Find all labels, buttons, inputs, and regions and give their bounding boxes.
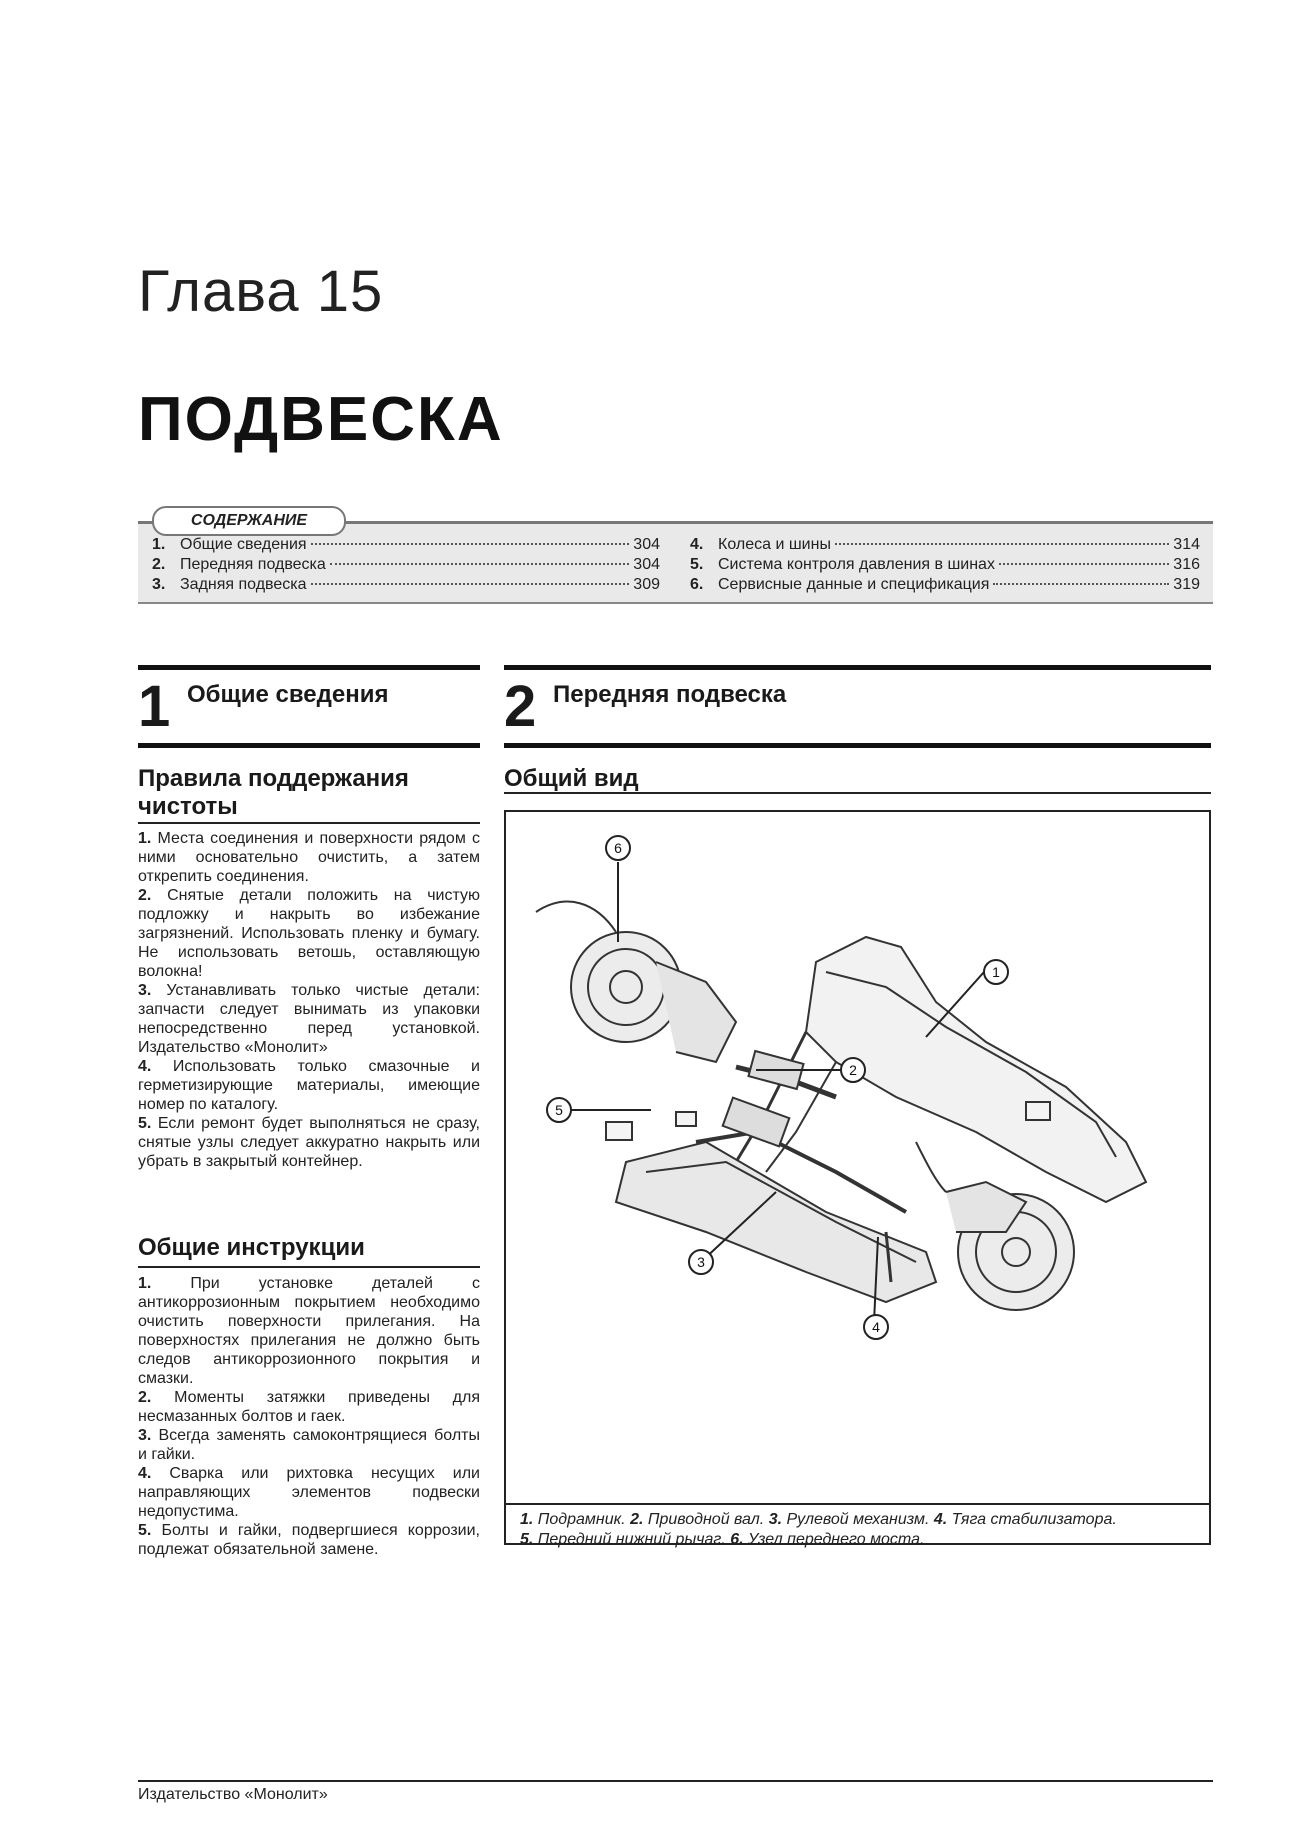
section-1-number: 1 (138, 674, 171, 739)
cleanliness-heading: Правила поддержания чистоты (138, 765, 409, 820)
divider (138, 1266, 480, 1268)
chapter-label: Глава 15 (138, 259, 384, 324)
instruction-item: 2. Моменты затяжки приведены для несмазанных болтов и гаек. (138, 1389, 481, 1425)
toc-entry[interactable]: 1. Общие сведения 304 (152, 536, 660, 553)
figure-caption: 1. Подрамник. 2. Приводной вал. 3. Рулевой механизм. 4. Тяга стабилизатора. 5. Передний нижний рычаг. 6. Узел переднего моста. (520, 1511, 1117, 1548)
toc-left-column (152, 535, 660, 595)
callout-6: 6 (614, 840, 622, 856)
suspension-figure (504, 810, 1211, 1545)
section-2-number: 2 (504, 674, 537, 739)
section-1-title: Общие сведения (187, 681, 389, 708)
rule-item: 1. Места соединения и поверхности рядом с ними основательно очистить, а затем открепить соединения. (138, 830, 480, 885)
general-instructions (138, 1274, 480, 1559)
toc-heading: СОДЕРЖАНИЕ (152, 506, 346, 536)
section-1-bottom-bar (138, 743, 480, 748)
instruction-item: 4. Сварка или рихтовка несущих или направляющих элементов подвески недопустима. (138, 1465, 480, 1520)
rule-item: 5. Если ремонт будет выполняться не сразу, снятые узлы следует аккуратно накрыть или убрать в закрытый контейнер. (138, 1115, 480, 1170)
chapter-title: ПОДВЕСКА (138, 385, 504, 454)
callout-4: 4 (872, 1319, 880, 1335)
callout-5: 5 (555, 1102, 563, 1118)
toc-right-column (690, 535, 1200, 595)
section-2-title: Передняя подвеска (553, 681, 787, 708)
toc-entry[interactable]: 2. Передняя подвеска 304 (152, 556, 660, 573)
divider (504, 792, 1211, 794)
general-view-heading: Общий вид (504, 765, 639, 792)
footer-publisher: Издательство «Монолит» (138, 1786, 328, 1803)
cleanliness-rules (138, 829, 480, 1171)
toc-entry[interactable]: 3. Задняя подвеска 309 (152, 576, 660, 593)
instruction-item: 5. Болты и гайки, подвергшиеся коррозии, подлежат обязательной замене. (138, 1522, 481, 1558)
instruction-item: 1. При установке деталей с антикоррозионным покрытием необходимо очистить поверхности прилегания. На поверхностях прилегания не должно быть следов антикоррозионного покрытия и смазки. (138, 1275, 480, 1387)
instruction-item: 3. Всегда заменять самоконтрящиеся болты и гайки. (138, 1427, 480, 1463)
general-instructions-heading: Общие инструкции (138, 1234, 365, 1261)
rule-item: 4. Использовать только смазочные и герметизирующие материалы, имеющие номер по каталогу. (138, 1058, 480, 1113)
callout-3: 3 (697, 1254, 705, 1270)
section-1-top-bar (138, 665, 480, 670)
section-2-bottom-bar (504, 743, 1211, 748)
toc-entry[interactable]: 5. Система контроля давления в шинах 316 (690, 556, 1200, 573)
toc-entry[interactable]: 4. Колеса и шины 314 (690, 536, 1200, 553)
divider (138, 822, 480, 824)
caption-divider (504, 1503, 1211, 1505)
toc-entry[interactable]: 6. Сервисные данные и спецификация 319 (690, 576, 1200, 593)
rule-item: 3. Устанавливать только чистые детали: запчасти следует вынимать из упаковки непосредственно перед установкой. Издательство «Монолит» (138, 982, 480, 1056)
callout-1: 1 (992, 964, 1000, 980)
rule-item: 2. Снятые детали положить на чистую подложку и накрыть во избежание загрязнений. Использовать пленку и бумагу. Не использовать ветошь, оставляющую волокна! (138, 887, 480, 980)
footer-rule (138, 1780, 1213, 1782)
section-2-top-bar (504, 665, 1211, 670)
callout-2: 2 (849, 1062, 857, 1078)
front-suspension-diagram (506, 812, 1209, 1502)
